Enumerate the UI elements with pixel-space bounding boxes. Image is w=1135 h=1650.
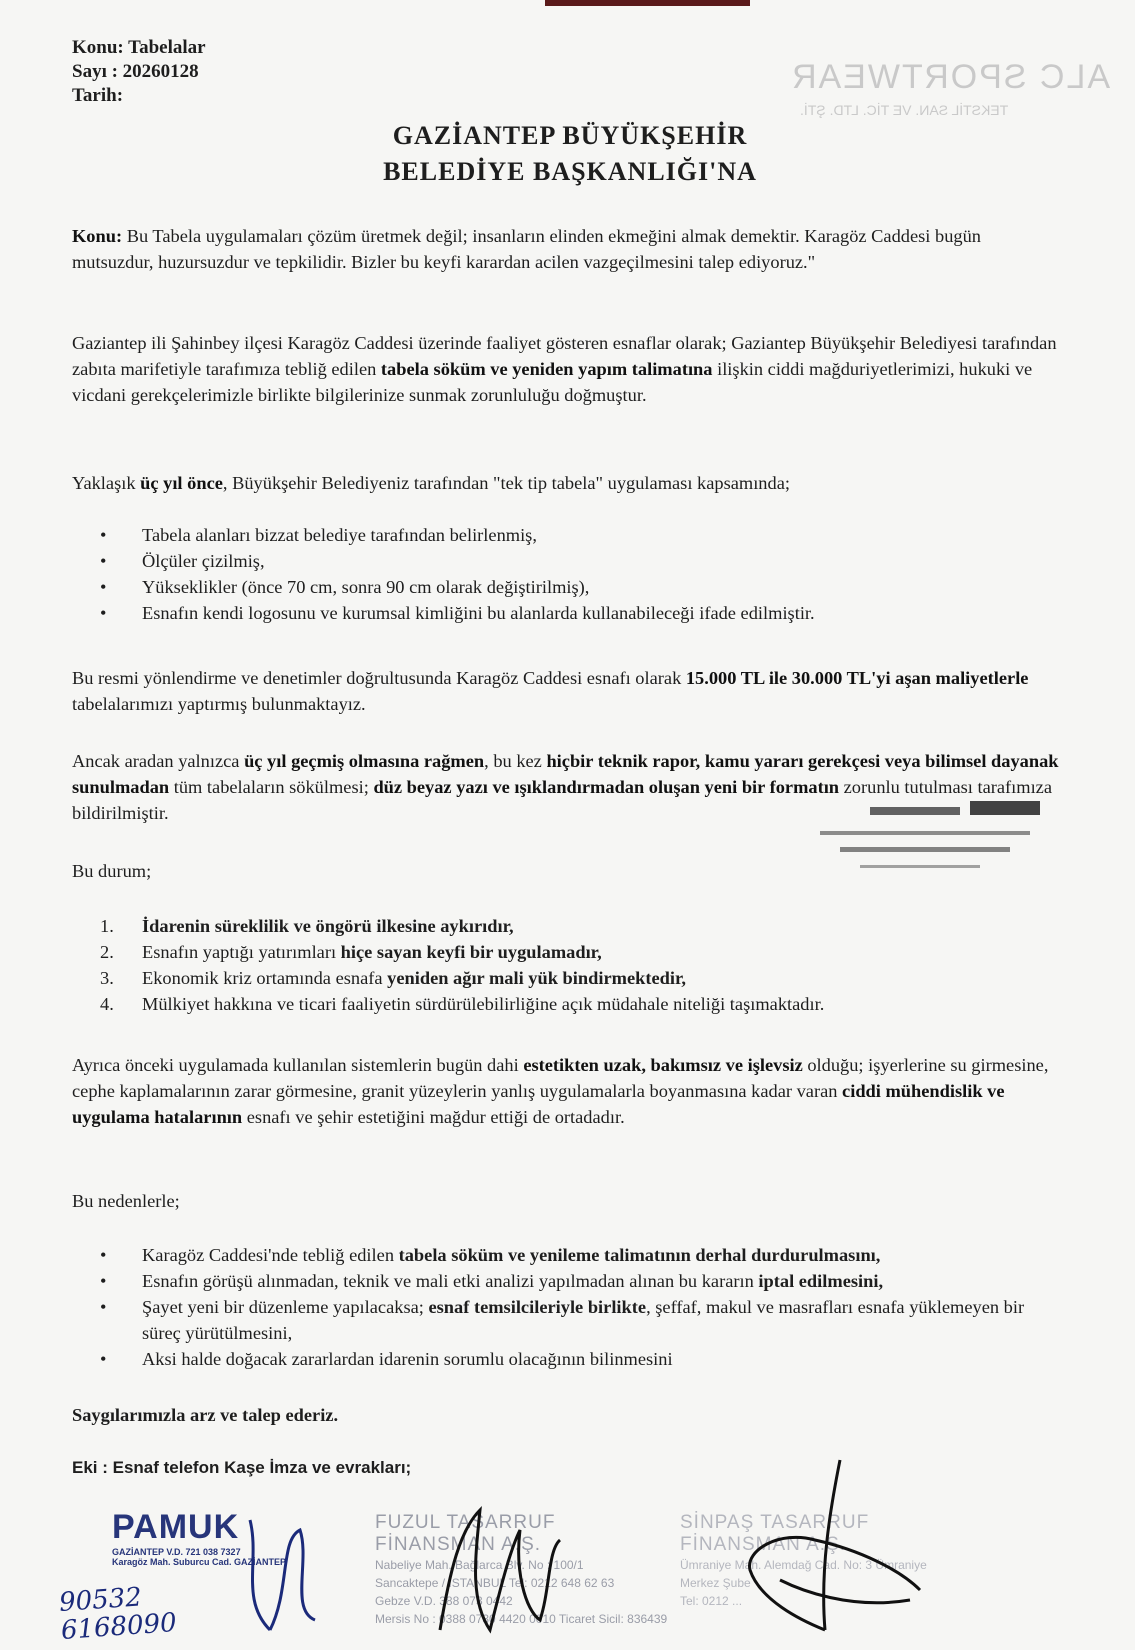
subject-paragraph: [72, 223, 1062, 275]
item-number: 3.: [100, 968, 114, 988]
request-text: Şayet yeni bir düzenleme yapılacaksa;: [142, 1297, 429, 1317]
signature-right: [720, 1450, 940, 1640]
list-item: [100, 913, 1060, 939]
scan-edge: [545, 0, 750, 6]
extra-bold-1: estetikten uzak, bakımsız ve işlevsiz: [523, 1055, 803, 1075]
item-text: Esnafın yaptığı yatırımları: [142, 942, 341, 962]
request-text: Karagöz Caddesi'nde tebliğ edilen: [142, 1245, 399, 1265]
sinpas-stamp-line-1: Ümraniye Mah. Alemdağ Cad. No: 3 Ümraniye: [680, 1558, 927, 1572]
change-text-1: Ancak aradan yalnızca: [72, 751, 245, 771]
sinpas-stamp-line-2: Merkez Şube: [680, 1576, 751, 1590]
handwritten-line-2: 6168090: [60, 1607, 178, 1646]
fuzul-stamp-title: FUZUL TASARRUF FİNANSMAN A.Ş.: [375, 1512, 556, 1555]
handwritten-line-1: 90532: [58, 1582, 143, 1619]
item-text: Ekonomik kriz ortamında esnafa: [142, 968, 388, 988]
list-item: [100, 939, 1060, 965]
request-text: Esnafın görüşü alınmadan, teknik ve mali etki analizi yapılmadan alınan bu kararın: [142, 1271, 759, 1291]
meta-number: Sayı : 20260128: [72, 61, 199, 82]
intro-text-2: ilişkin ciddi mağduriyetlerimizi, hukuki ve vicdani gerekçelerimizle birlikte bilgilerinize sunmak zorunluluğu doğmuştur.: [72, 359, 1033, 405]
cost-bold-1: 15.000 TL ile 30.000 TL'yi aşan maliyetlerle: [685, 668, 1029, 688]
recipient-heading: [300, 118, 840, 190]
extra-paragraph: [72, 1052, 1062, 1130]
request-text: Aksi halde doğacak zararlardan idarenin sorumlu olacağının bilinmesini: [142, 1349, 673, 1369]
history-paragraph: [72, 470, 1062, 496]
intro-paragraph: [72, 330, 1062, 408]
change-text-4: zorunlu tutulması tarafımıza bildirilmiştir.: [72, 777, 1053, 823]
fuzul-stamp-line-3: Gebze V.D. 388 073 0442: [375, 1594, 513, 1608]
extra-text-3: esnafı ve şehir estetiğini mağdur ettiği de ortadadır.: [242, 1107, 625, 1127]
bullet-text: Ölçüler çizilmiş,: [142, 551, 265, 571]
request-text-2: , şeffaf, makul ve masrafları esnafa yüklemeyen bir süreç yürütülmesini,: [142, 1297, 1025, 1343]
intro-bold-1: tabela söküm ve yeniden yapım talimatına: [380, 359, 713, 379]
list-item: • Karagöz Caddesi'nde tebliğ edilen tabela söküm ve yenileme talimatının derhal durdurulmasını,: [100, 1245, 881, 1265]
subject-text: Bu Tabela uygulamaları çözüm üretmek değil; insanların elinden ekmeğini almak demektir. Karagöz Caddesi bugün mutsuzdur, huzursuzdur ve tepkilidir. Bizler bu keyfi karardan acilen vazgeçilmesini talep ediyoruz.": [72, 226, 981, 272]
list-item: • Esnafın görüşü alınmadan, teknik ve mali etki analizi yapılmadan alınan bu kararın iptal edilmesini,: [100, 1271, 884, 1291]
letter-meta: [72, 36, 206, 108]
bleed-through-sub: TEKSTİL SAN. VE TİC. LTD. ŞTİ.: [800, 102, 1009, 118]
bleed-through-brand: ALC SPORTWEAR: [790, 58, 1111, 96]
situation-list: [100, 913, 1060, 1017]
request-bold: tabela söküm ve yenileme talimatının derhal durdurulmasını,: [398, 1245, 881, 1265]
extra-text-2: olduğu; işyerlerine su girmesine, cephe kaplamalarının zarar görmesine, granit yüzeylerin yanlış uygulamalarla boyanmasına kadar varan: [72, 1055, 1049, 1101]
fuzul-stamp-line-1: Nabeliye Mah. Bağlarca Blv. No : 100/1: [375, 1558, 584, 1572]
pamuk-logo: PAMUK: [112, 1508, 240, 1546]
cost-text-2: tabelalarımızı yaptırmış bulunmaktayız.: [72, 694, 366, 714]
sinpas-stamp-line-3: Tel: 0212 ...: [680, 1594, 743, 1608]
bullet-text: Tabela alanları bizzat belediye tarafından belirlenmiş,: [142, 525, 537, 545]
pamuk-stamp-line-1: GAZİANTEP V.D. 721 038 7327: [112, 1547, 241, 1557]
list-item: • Esnafın kendi logosunu ve kurumsal kimliğini bu alanlarda kullanabileceği ifade edilmiştir.: [100, 603, 815, 623]
list-item: • Aksi halde doğacak zararlardan idarenin sorumlu olacağının bilinmesini: [100, 1349, 673, 1369]
fuzul-stamp-line-2: Sancaktepe / İSTANBUL Tel: 0212 648 62 63: [375, 1576, 615, 1590]
list-item: • Ölçüler çizilmiş,: [100, 551, 265, 571]
item-number: 1.: [100, 916, 114, 936]
request-bold: iptal edilmesini,: [758, 1271, 884, 1291]
list-item: [100, 991, 1060, 1017]
fuzul-stamp-line-4: Mersis No : 0388 0730 4420 0010 Ticaret Sicil: 836439: [375, 1612, 668, 1626]
bullet-text: Yükseklikler (önce 70 cm, sonra 90 cm olarak değiştirilmiş),: [142, 577, 590, 597]
history-text-1: Yaklaşık: [72, 473, 141, 493]
recipient-line-2: BELEDİYE BAŞKANLIĞI'NA: [383, 157, 757, 186]
item-bold: yeniden ağır mali yük bindirmektedir,: [387, 968, 687, 988]
signature-middle: [430, 1490, 570, 1640]
pamuk-stamp-line-2: Karagöz Mah. Suburcu Cad. GAZİANTEP: [112, 1557, 287, 1567]
situation-heading: Bu durum;: [72, 861, 152, 881]
history-text-2: , Büyükşehir Belediyeniz tarafından "tek tip tabela" uygulaması kapsamında;: [222, 473, 790, 493]
meta-date: Tarih:: [72, 85, 124, 106]
change-text-3: tüm tabelaların sökülmesi;: [169, 777, 374, 797]
subject-label: Konu:: [72, 226, 123, 246]
item-bold: İdarenin süreklilik ve öngörü ilkesine aykırıdır,: [142, 916, 514, 936]
change-bold-1: üç yıl geçmiş olmasına rağmen: [244, 751, 485, 771]
item-bold: hiçe sayan keyfi bir uygulamadır,: [340, 942, 602, 962]
extra-text-1: Ayrıca önceki uygulamada kullanılan sistemlerin bugün dahi: [72, 1055, 524, 1075]
item-number: 2.: [100, 942, 114, 962]
change-bold-2: hiçbir teknik rapor, kamu yararı gerekçesi veya bilimsel dayanak sunulmadan: [72, 751, 1059, 797]
annex-line: Eki : Esnaf telefon Kaşe İmza ve evrakları;: [72, 1458, 412, 1477]
reasons-heading: Bu nedenlerle;: [72, 1191, 180, 1211]
list-item: • Tabela alanları bizzat belediye tarafından belirlenmiş,: [100, 525, 537, 545]
item-text: Mülkiyet hakkına ve ticari faaliyetin sürdürülebilirliğine açık müdahale niteliği taşımaktadır.: [142, 994, 825, 1014]
request-bold: esnaf temsilcileriyle birlikte: [428, 1297, 647, 1317]
cost-text-1: Bu resmi yönlendirme ve denetimler doğrultusunda Karagöz Caddesi esnafı olarak: [72, 668, 686, 688]
list-item: [100, 965, 1060, 991]
change-text-2: , bu kez: [484, 751, 547, 771]
closing-line: Saygılarımızla arz ve talep ederiz.: [72, 1405, 339, 1425]
change-bold-3: düz beyaz yazı ve ışıklandırmadan oluşan yeni bir formatın: [373, 777, 840, 797]
list-item: • Yükseklikler (önce 70 cm, sonra 90 cm olarak değiştirilmiş),: [100, 577, 590, 597]
bullet-text: Esnafın kendi logosunu ve kurumsal kimliğini bu alanlarda kullanabileceği ifade edilmiştir.: [142, 603, 815, 623]
cost-paragraph: [72, 665, 1062, 717]
signature-left: [230, 1500, 330, 1640]
requests-list: [100, 1242, 1060, 1372]
intro-text-1: Gaziantep ili Şahinbey ilçesi Karagöz Caddesi üzerinde faaliyet gösteren esnaflar olarak; Gaziantep Büyükşehir Belediyesi tarafından zabıta marifetiyle tarafımıza tebliğ edilen: [72, 333, 1057, 379]
meta-subject: Konu: Tabelalar: [72, 37, 206, 58]
extra-bold-2: ciddi mühendislik ve uygulama hatalarının: [72, 1081, 1005, 1127]
recipient-line-1: GAZİANTEP BÜYÜKŞEHİR: [392, 121, 748, 150]
history-bold-1: üç yıl önce: [140, 473, 223, 493]
sinpas-stamp-title: SİNPAŞ TASARRUF FİNANSMAN A.Ş.: [680, 1512, 870, 1555]
history-bullet-list: [100, 522, 1060, 626]
handwritten-number: [58, 1581, 177, 1645]
item-number: 4.: [100, 994, 114, 1014]
list-item: • Şayet yeni bir düzenleme yapılacaksa; esnaf temsilcileriyle birlikte, şeffaf, makul ve masrafları esnafa yüklemeyen bir süreç yürütülmesini,: [100, 1297, 1025, 1343]
